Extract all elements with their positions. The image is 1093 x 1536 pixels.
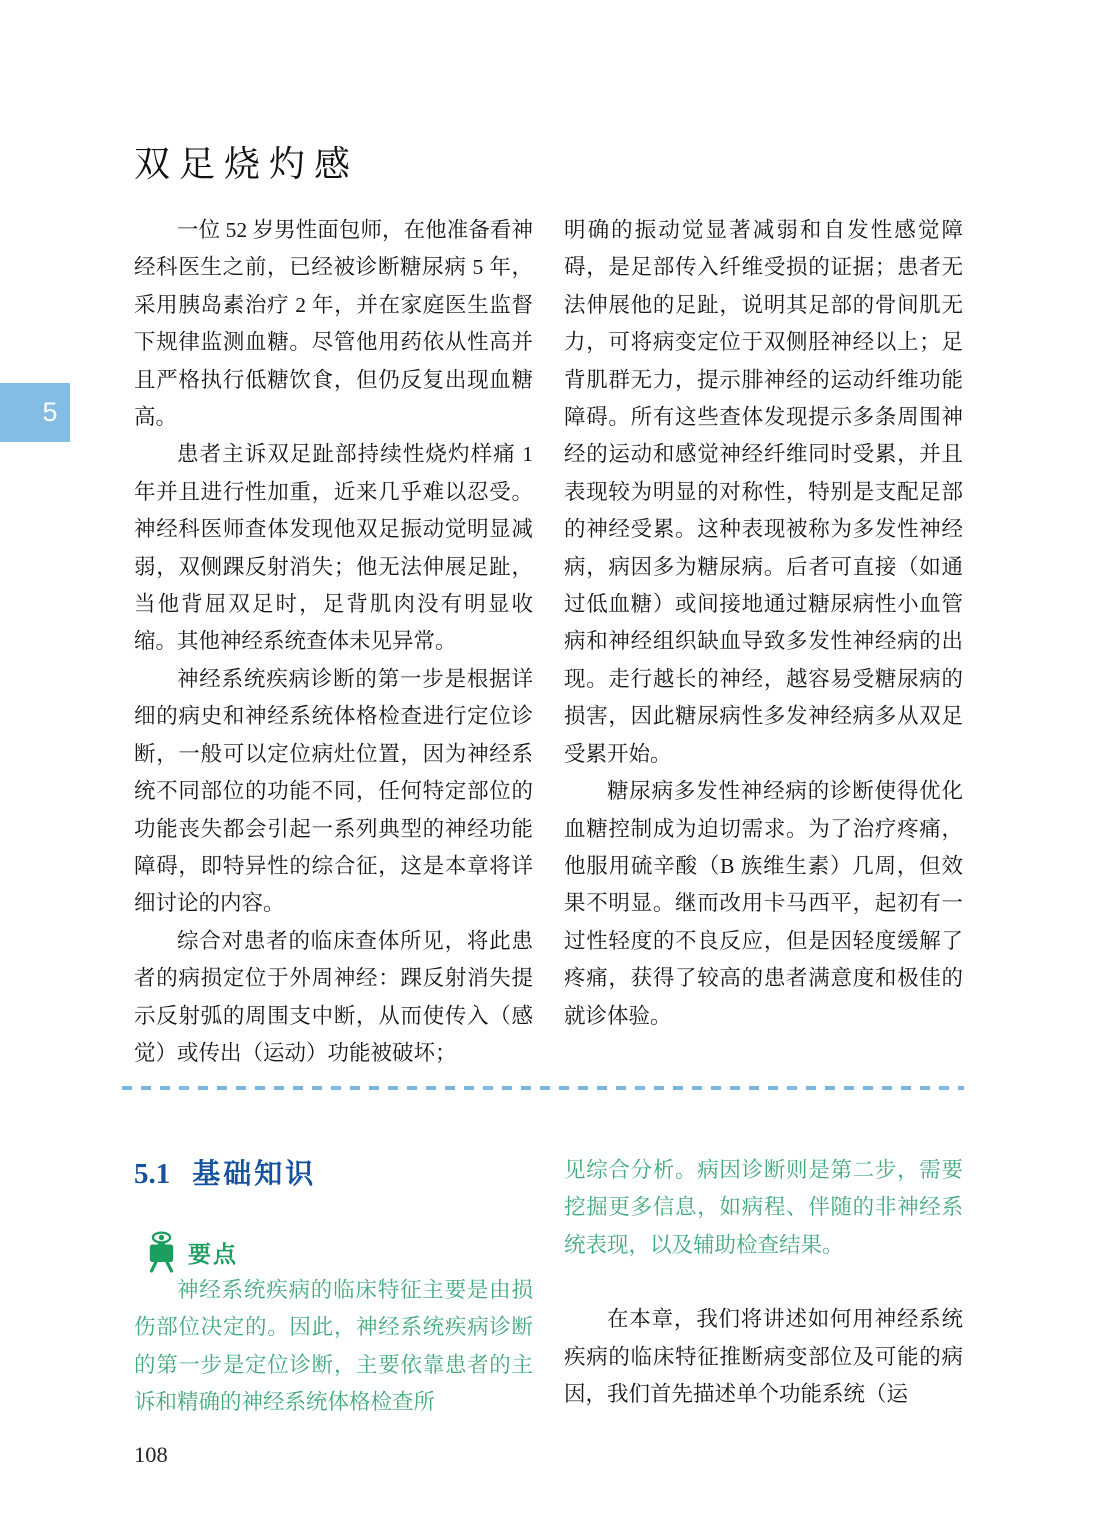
- bottom-right-column: [564, 1152, 963, 1413]
- chapter-number: 5: [42, 397, 58, 427]
- blackboard-eye-icon: [146, 1231, 177, 1273]
- keypoint-label: 要点: [188, 1240, 238, 1267]
- case-paragraph: 患者主诉双足趾部持续性烧灼样痛 1 年并且进行性加重，近来几乎难以忍受。神经科医师查体发现他双足振动觉明显减弱，双侧踝反射消失；他无法伸展足趾，当他背屈双足时，足背肌肉没有明显收缩。其他神经系统查体未见异常。: [134, 442, 533, 654]
- case-paragraph: 明确的振动觉显著减弱和自发性感觉障碍，是足部传入纤维受损的证据；患者无法伸展他的足趾，说明其足部的骨间肌无力，可将病变定位于双侧胫神经以上；足背肌群无力，提示腓神经的运动纤维功能障碍。所有这些查体发现提示多条周围神经的运动和感觉神经纤维同时受累，并且表现较为明显的对称性，特别是支配足部的神经受累。这种表现被称为多发性神经病，病因多为糖尿病。后者可直接（如通过低血糖）或间接地通过糖尿病性小血管病和神经组织缺血导致多发性神经病的出现。走行越长的神经，越容易受糖尿病的损害，因此糖尿病性多发神经病多从双足受累开始。: [564, 218, 963, 766]
- section-title: 基础知识: [192, 1158, 317, 1189]
- chapter-intro-text: 在本章，我们将讲述如何用神经系统疾病的临床特征推断病变部位及可能的病因，我们首先描述单个功能系统（运: [564, 1307, 963, 1407]
- case-paragraph: 神经系统疾病诊断的第一步是根据详细的病史和神经系统体格检查进行定位诊断，一般可以定位病灶位置，因为神经系统不同部位的功能不同，任何特定部位的功能丧失都会引起一系列典型的神经功能障碍，即特异性的综合征，这是本章将详细讨论的内容。: [134, 666, 533, 916]
- case-paragraph: 糖尿病多发性神经病的诊断使得优化血糖控制成为迫切需求。为了治疗疼痛，他服用硫辛酸（B 族维生素）几周，但效果不明显。继而改用卡马西平，起初有一过性轻度的不良反应，但是因轻度缓解了疼痛，获得了较高的患者满意度和极佳的就诊体验。: [564, 779, 963, 1028]
- keypoint-text-left: 神经系统疾病的临床特征主要是由损伤部位决定的。因此，神经系统疾病诊断的第一步是定位诊断，主要依靠患者的主诉和精确的神经系统体格检查所: [134, 1278, 533, 1415]
- case-paragraph: 综合对患者的临床查体所见，将此患者的病损定位于外周神经：踝反射消失提示反射弧的周围支中断，从而使传入（感觉）或传出（运动）功能被破坏；: [134, 928, 533, 1065]
- section-divider: [122, 1086, 964, 1090]
- case-title: 双足烧灼感: [134, 144, 360, 184]
- keypoint-header: [146, 1231, 238, 1273]
- chapter-tab: [0, 383, 70, 442]
- section-heading: [134, 1152, 316, 1192]
- keypoint-text-right: 见综合分析。病因诊断则是第二步，需要挖掘更多信息，如病程、伴随的非神经系统表现，以及辅助检查结果。: [564, 1158, 963, 1257]
- left-column: [134, 212, 533, 1072]
- page-number: 108: [134, 1442, 168, 1467]
- case-paragraph: 一位 52 岁男性面包师，在他准备看神经科医生之前，已经被诊断糖尿病 5 年，采用胰岛素治疗 2 年，并在家庭医生监督下规律监测血糖。尽管他用药依从性高并且严格执行低糖饮食，但仍反复出现血糖高。: [134, 218, 533, 430]
- right-column: [564, 212, 963, 1035]
- section-number: 5.1: [134, 1158, 171, 1190]
